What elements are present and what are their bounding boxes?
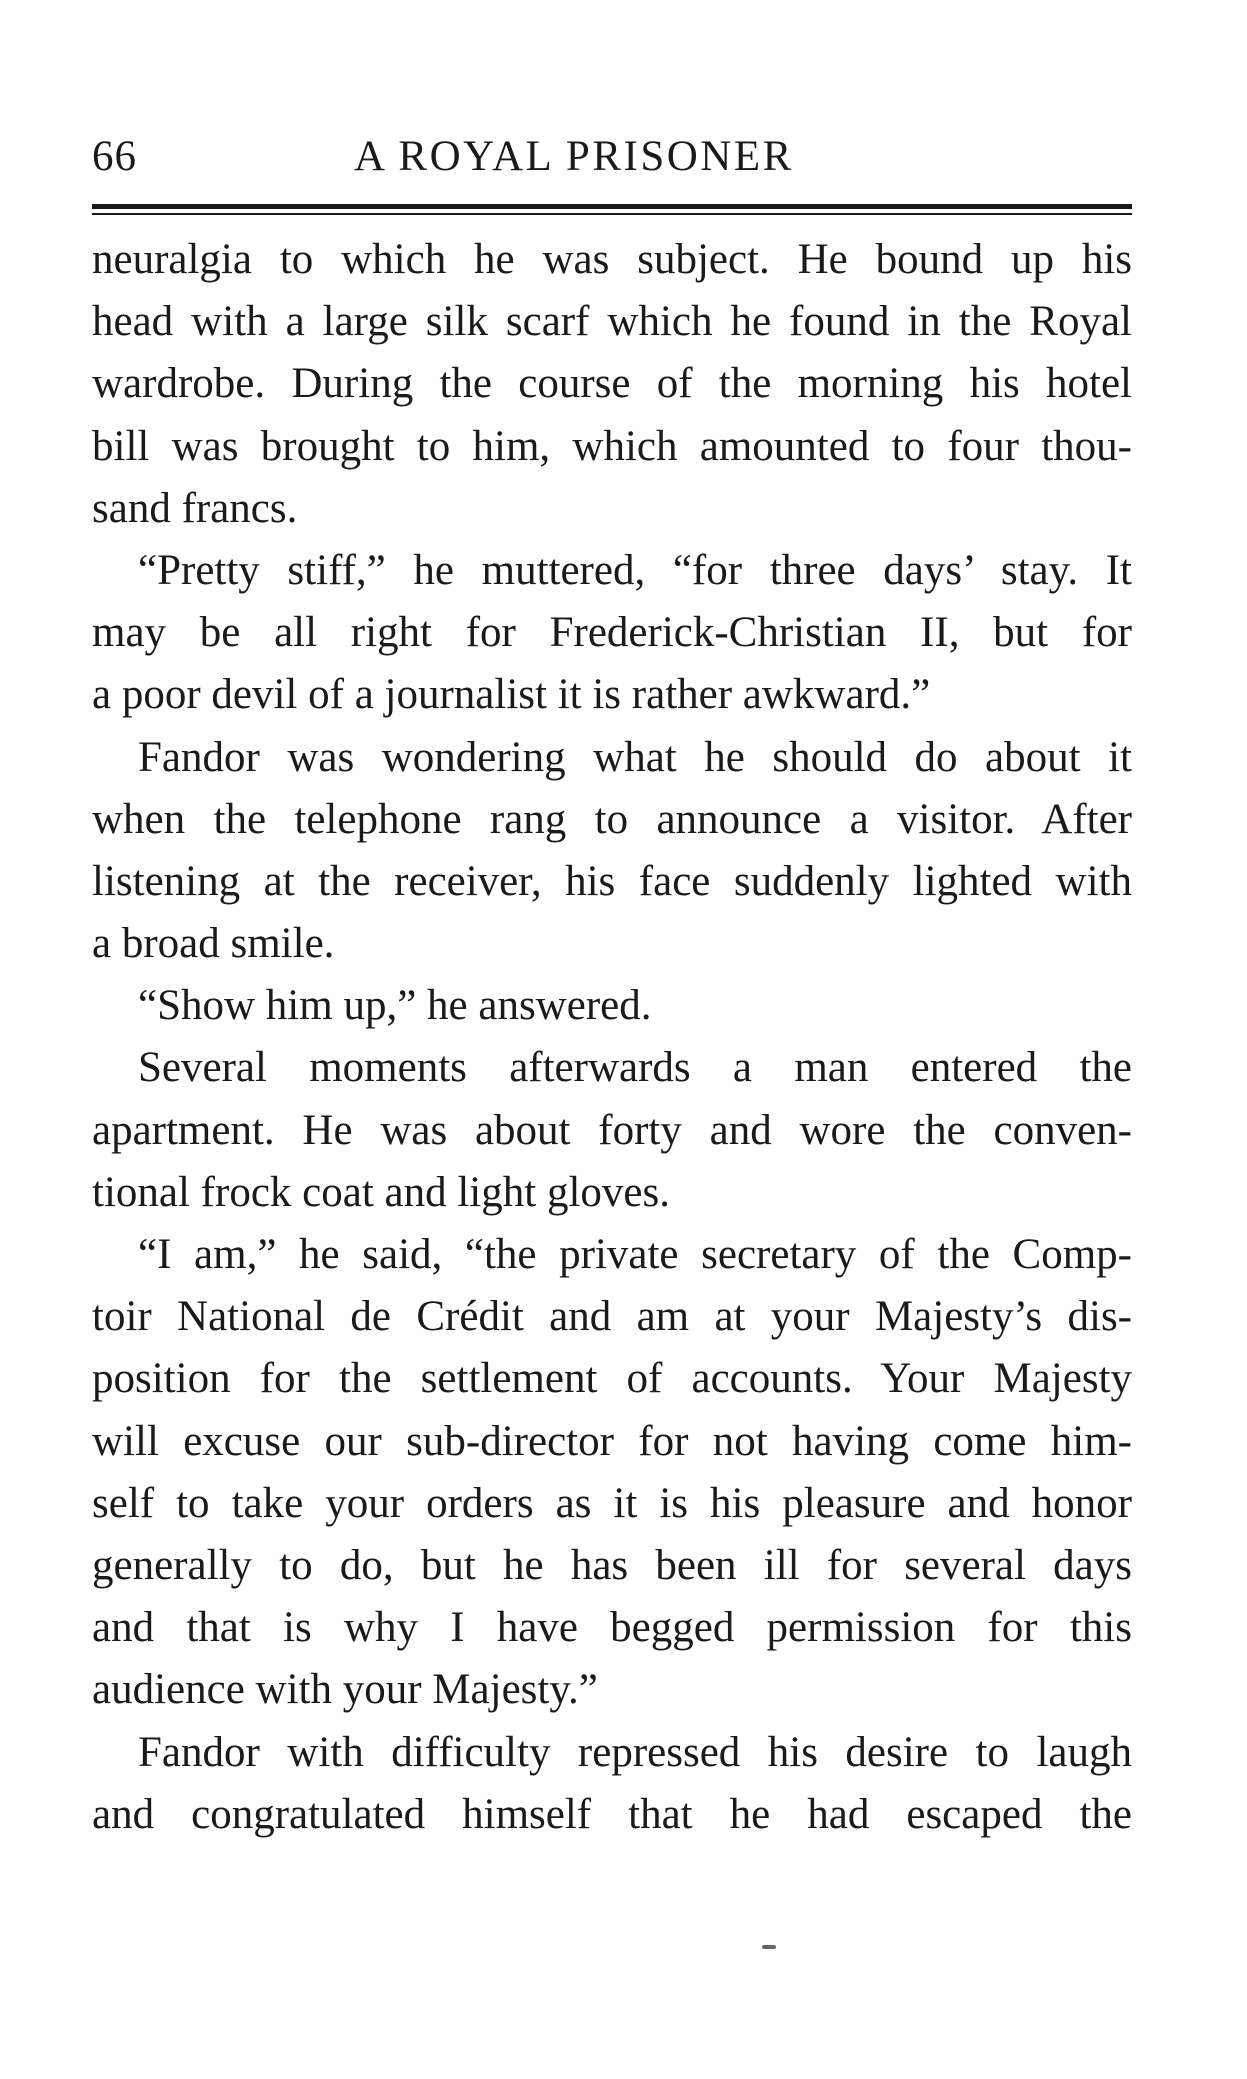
text-line: listening at the receiver, his face suddenly lighted with [92,857,1132,905]
header-rule-thin [92,213,1132,215]
text-line: bill was brought to him, which amounted to four thou- [92,422,1132,470]
text-line: neuralgia to which he was subject. He bound up his [92,236,1132,283]
text-line: “Pretty stiff,” he muttered, “for three days’ stay. It [138,546,1132,594]
text-line: tional frock coat and light gloves. [92,1168,670,1216]
running-title: A ROYAL PRISONER [354,133,794,180]
text-line: audience with your Majesty.” [92,1666,598,1714]
book-page [92,120,1132,1846]
text-line: sand francs. [92,484,298,532]
text-line: a broad smile. [92,920,335,968]
text-line: may be all right for Frederick-Christian II, but for [92,609,1132,657]
text-line: wardrobe. During the course of the morning his hotel [92,360,1132,408]
header-rule-thick [92,204,1132,209]
text-line: Fandor was wondering what he should do about it [138,733,1132,781]
text-line: “I am,” he said, “the private secretary of the Comp- [138,1231,1132,1278]
text-line: toir National de Crédit and am at your Majesty’s dis- [92,1293,1132,1341]
text-line: self to take your orders as it is his pleasure and honor [92,1479,1132,1527]
body-text [92,229,1132,1846]
ink-speck [762,1945,776,1949]
text-line: and that is why I have begged permission for this [92,1604,1132,1652]
text-line: and congratulated himself that he had escaped the [92,1790,1132,1838]
text-line: a poor devil of a journalist it is rather awkward.” [92,671,931,719]
text-line: when the telephone rang to announce a visitor. After [92,795,1132,843]
text-line: Several moments afterwards a man entered the [138,1044,1132,1092]
text-line: position for the settlement of accounts. Your Majesty [92,1355,1132,1403]
page-header [92,120,1132,190]
text-line: Fandor with difficulty repressed his desire to laugh [138,1728,1132,1776]
page-number: 66 [92,133,137,180]
text-line: apartment. He was about forty and wore the conven- [92,1106,1132,1154]
text-line: “Show him up,” he answered. [138,982,652,1030]
text-line: generally to do, but he has been ill for several days [92,1541,1132,1589]
text-line: head with a large silk scarf which he found in the Royal [92,298,1132,346]
text-line: will excuse our sub-director for not having come him- [92,1417,1132,1465]
